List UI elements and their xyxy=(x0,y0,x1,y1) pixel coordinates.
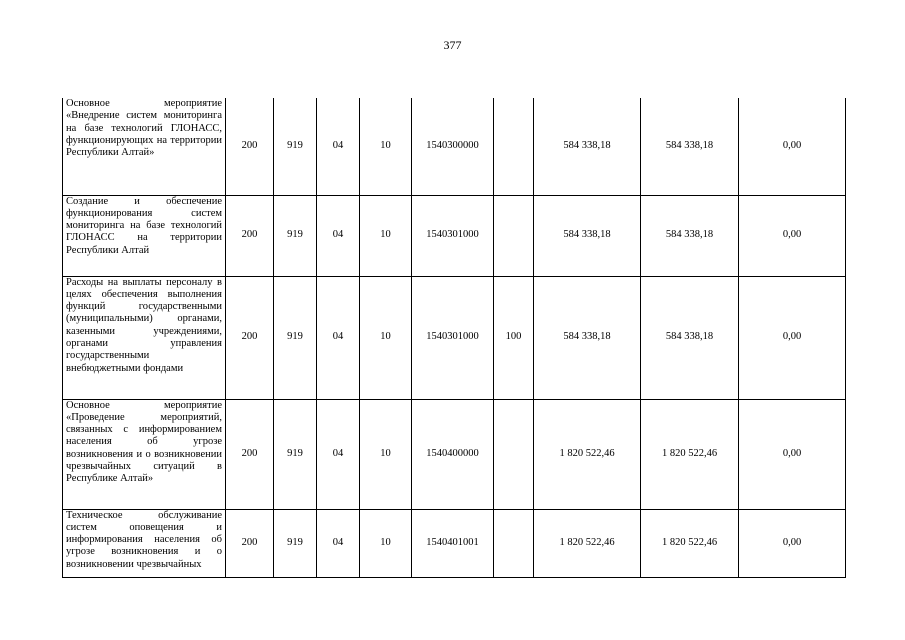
cell-c6 xyxy=(494,98,534,195)
row-name: Расходы на выплаты персоналу в целях обеспечения выполнения функций государственными (муниципальными) органами, казенными учреждениями, органами управления государственными внебюджетными фондами xyxy=(63,276,226,399)
cell-c2: 919 xyxy=(274,276,317,399)
table-row xyxy=(63,276,846,399)
cell-c6 xyxy=(494,195,534,276)
cell-c2: 919 xyxy=(274,98,317,195)
cell-c5: 1540301000 xyxy=(412,195,494,276)
table-row xyxy=(63,98,846,195)
cell-c5: 1540301000 xyxy=(412,276,494,399)
cell-c6 xyxy=(494,399,534,509)
row-name: Основное мероприятие «Проведение мероприятий, связанных с информированием населения об угрозе возникновения и о возникновении чрезвычайных ситуаций в Республике Алтай» xyxy=(63,399,226,509)
cell-c4: 10 xyxy=(360,509,412,577)
budget-table xyxy=(62,98,846,578)
cell-c9: 0,00 xyxy=(739,195,846,276)
cell-c6 xyxy=(494,509,534,577)
cell-c5: 1540300000 xyxy=(412,98,494,195)
table-row xyxy=(63,399,846,509)
cell-c1: 200 xyxy=(226,276,274,399)
cell-c7: 584 338,18 xyxy=(534,98,641,195)
cell-c2: 919 xyxy=(274,509,317,577)
cell-c4: 10 xyxy=(360,195,412,276)
cell-c7: 584 338,18 xyxy=(534,195,641,276)
cell-c8: 584 338,18 xyxy=(641,98,739,195)
cell-c4: 10 xyxy=(360,276,412,399)
cell-c4: 10 xyxy=(360,98,412,195)
cell-c9: 0,00 xyxy=(739,509,846,577)
cell-c5: 1540400000 xyxy=(412,399,494,509)
cell-c7: 1 820 522,46 xyxy=(534,509,641,577)
cell-c9: 0,00 xyxy=(739,276,846,399)
cell-c3: 04 xyxy=(317,98,360,195)
cell-c1: 200 xyxy=(226,98,274,195)
cell-c8: 584 338,18 xyxy=(641,195,739,276)
row-name: Создание и обеспечение функционирования систем мониторинга на базе технологий ГЛОНАСС на территории Республики Алтай xyxy=(63,195,226,276)
cell-c1: 200 xyxy=(226,509,274,577)
cell-c3: 04 xyxy=(317,195,360,276)
cell-c3: 04 xyxy=(317,276,360,399)
cell-c3: 04 xyxy=(317,399,360,509)
page-number: 377 xyxy=(443,38,462,52)
row-name: Основное мероприятие «Внедрение систем мониторинга на базе технологий ГЛОНАСС, функционирующих на территории Республики Алтай» xyxy=(63,98,226,195)
cell-c3: 04 xyxy=(317,509,360,577)
cell-c5: 1540401001 xyxy=(412,509,494,577)
cell-c9: 0,00 xyxy=(739,98,846,195)
cell-c9: 0,00 xyxy=(739,399,846,509)
cell-c8: 584 338,18 xyxy=(641,276,739,399)
table-row xyxy=(63,509,846,577)
cell-c7: 584 338,18 xyxy=(534,276,641,399)
cell-c6: 100 xyxy=(494,276,534,399)
cell-c8: 1 820 522,46 xyxy=(641,509,739,577)
cell-c7: 1 820 522,46 xyxy=(534,399,641,509)
table-row xyxy=(63,195,846,276)
cell-c1: 200 xyxy=(226,399,274,509)
row-name: Техническое обслуживание систем оповещения и информирования населения об угрозе возникновения и о возникновении чрезвычайных xyxy=(63,509,226,577)
cell-c1: 200 xyxy=(226,195,274,276)
cell-c4: 10 xyxy=(360,399,412,509)
cell-c2: 919 xyxy=(274,195,317,276)
cell-c8: 1 820 522,46 xyxy=(641,399,739,509)
cell-c2: 919 xyxy=(274,399,317,509)
